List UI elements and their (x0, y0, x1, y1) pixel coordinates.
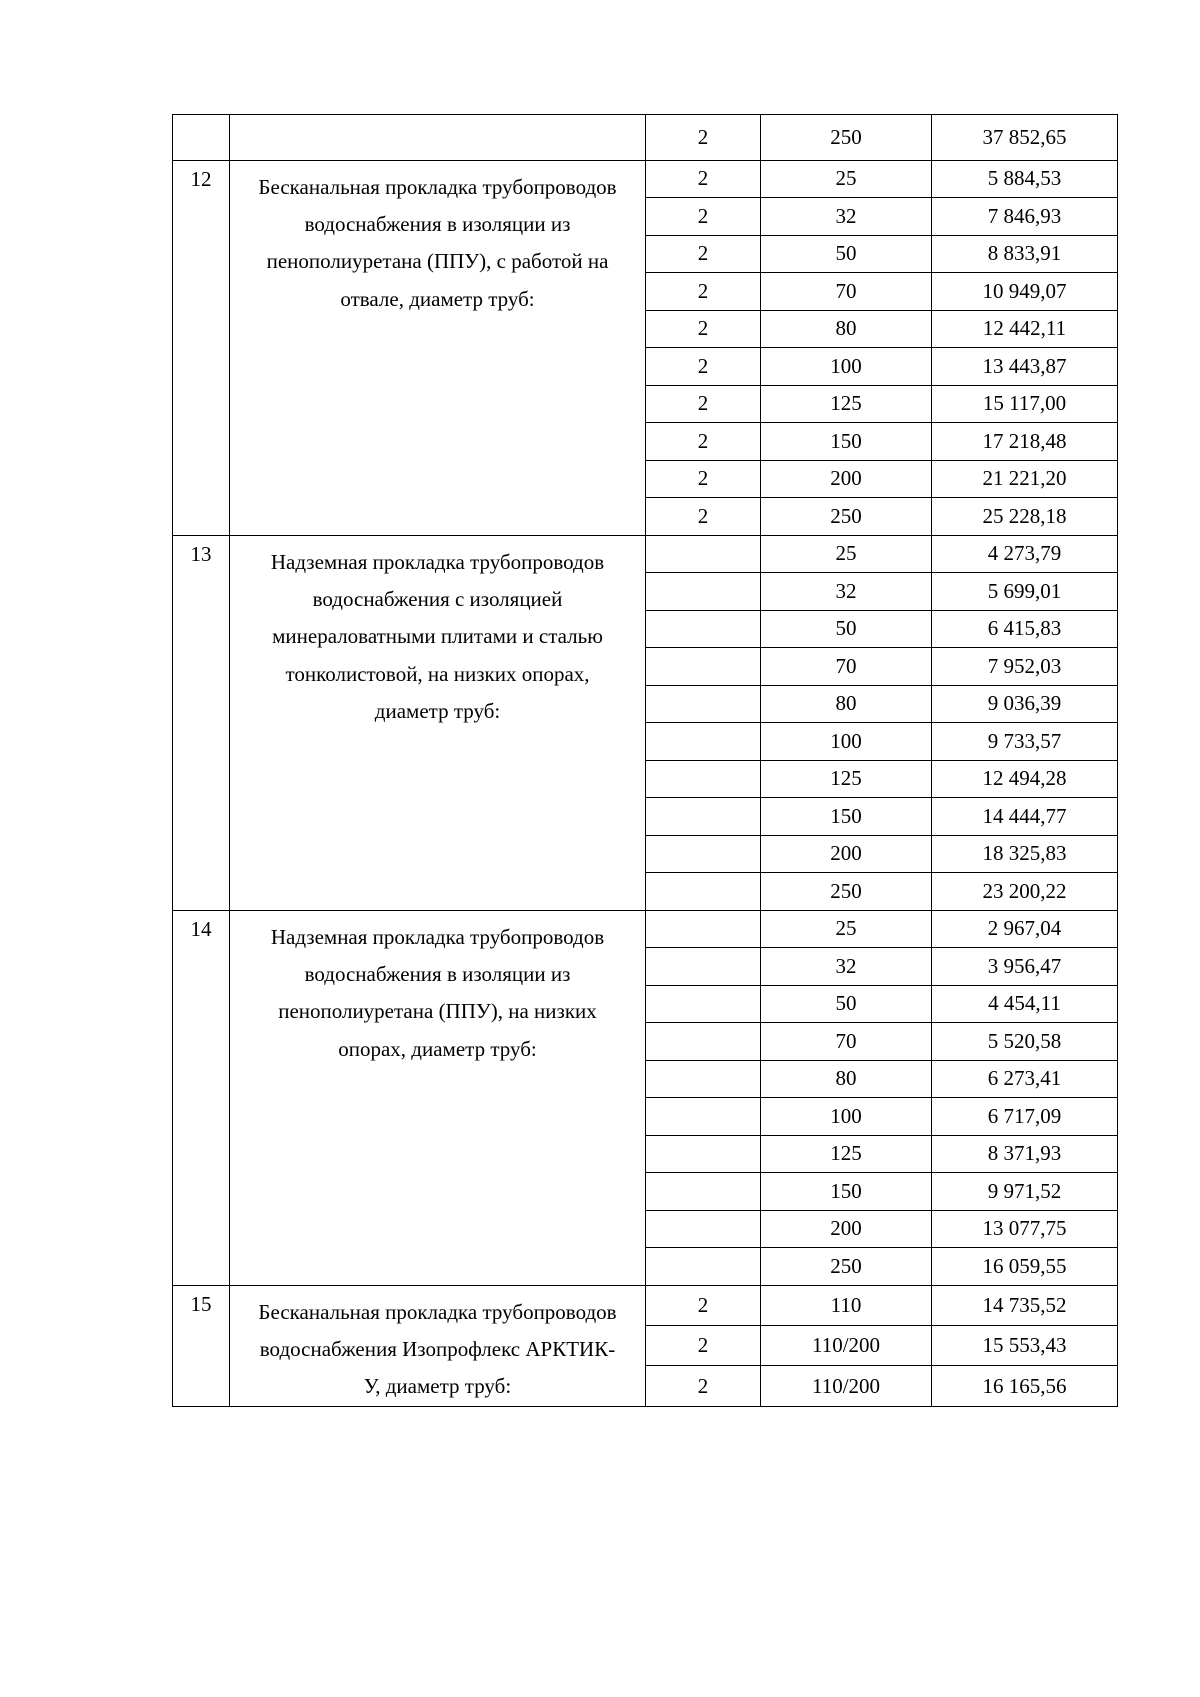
diameter-cell: 110/200 (761, 1325, 932, 1365)
diameter-cell: 80 (761, 1060, 932, 1098)
item-description-cell (230, 115, 646, 161)
diameter-cell: 50 (761, 985, 932, 1023)
diameter-cell: 25 (761, 160, 932, 198)
diameter-cell: 32 (761, 198, 932, 236)
diameter-cell: 250 (761, 498, 932, 536)
diameter-cell: 100 (761, 1098, 932, 1136)
diameter-cell: 32 (761, 948, 932, 986)
diameter-cell: 80 (761, 685, 932, 723)
price-cell: 16 059,55 (932, 1248, 1118, 1286)
count-cell (646, 535, 761, 573)
price-table (172, 114, 1118, 1407)
price-cell: 9 971,52 (932, 1173, 1118, 1211)
diameter-cell: 100 (761, 348, 932, 386)
price-cell: 14 444,77 (932, 798, 1118, 836)
price-cell: 5 699,01 (932, 573, 1118, 611)
count-cell (646, 685, 761, 723)
item-description-line: водоснабжения в изоляции из (304, 211, 571, 236)
count-cell (646, 648, 761, 686)
count-cell: 2 (646, 423, 761, 461)
count-cell (646, 1173, 761, 1211)
count-cell: 2 (646, 310, 761, 348)
item-number-cell: 14 (173, 910, 230, 1285)
count-cell (646, 835, 761, 873)
price-cell: 6 415,83 (932, 610, 1118, 648)
price-cell: 7 952,03 (932, 648, 1118, 686)
price-cell: 16 165,56 (932, 1366, 1118, 1406)
price-cell: 6 273,41 (932, 1060, 1118, 1098)
count-cell: 2 (646, 385, 761, 423)
price-cell: 18 325,83 (932, 835, 1118, 873)
count-cell (646, 1210, 761, 1248)
price-cell: 3 956,47 (932, 948, 1118, 986)
diameter-cell: 150 (761, 423, 932, 461)
item-description-cell (230, 910, 646, 1285)
item-number-cell (173, 115, 230, 161)
count-cell: 2 (646, 273, 761, 311)
diameter-cell: 150 (761, 1173, 932, 1211)
item-description-line: водоснабжения в изоляции из (304, 961, 571, 986)
table-row (173, 910, 1118, 948)
count-cell (646, 985, 761, 1023)
diameter-cell: 125 (761, 1135, 932, 1173)
diameter-cell: 70 (761, 1023, 932, 1061)
price-cell: 13 077,75 (932, 1210, 1118, 1248)
price-cell: 23 200,22 (932, 873, 1118, 911)
price-cell: 10 949,07 (932, 273, 1118, 311)
price-table-body (173, 115, 1118, 1407)
diameter-cell: 110 (761, 1285, 932, 1325)
price-cell: 5 520,58 (932, 1023, 1118, 1061)
diameter-cell: 25 (761, 535, 932, 573)
diameter-cell: 100 (761, 723, 932, 761)
price-cell: 2 967,04 (932, 910, 1118, 948)
count-cell: 2 (646, 115, 761, 161)
table-row (173, 115, 1118, 161)
diameter-cell: 110/200 (761, 1366, 932, 1406)
diameter-cell: 200 (761, 835, 932, 873)
count-cell: 2 (646, 1366, 761, 1406)
count-cell: 2 (646, 1325, 761, 1365)
count-cell: 2 (646, 460, 761, 498)
count-cell (646, 760, 761, 798)
count-cell (646, 798, 761, 836)
item-description-line: Надземная прокладка трубопроводов (270, 924, 605, 949)
count-cell (646, 1023, 761, 1061)
count-cell (646, 873, 761, 911)
item-description-line: пенополиуретана (ППУ), на низких (278, 999, 597, 1024)
item-number-cell: 12 (173, 160, 230, 535)
count-cell (646, 948, 761, 986)
price-cell: 5 884,53 (932, 160, 1118, 198)
count-cell: 2 (646, 235, 761, 273)
table-row (173, 535, 1118, 573)
item-description-line: тонколистовой, на низких опорах, (285, 661, 590, 686)
item-description-cell (230, 160, 646, 535)
diameter-cell: 25 (761, 910, 932, 948)
diameter-cell: 150 (761, 798, 932, 836)
count-cell (646, 723, 761, 761)
price-cell: 13 443,87 (932, 348, 1118, 386)
diameter-cell: 50 (761, 235, 932, 273)
item-description-line: отвале, диаметр труб: (340, 286, 535, 311)
diameter-cell: 70 (761, 648, 932, 686)
item-description-line: диаметр труб: (374, 699, 501, 724)
item-description-cell (230, 1285, 646, 1406)
item-description-line: Бесканальная прокладка трубопроводов (258, 174, 617, 199)
price-cell: 4 273,79 (932, 535, 1118, 573)
diameter-cell: 70 (761, 273, 932, 311)
price-cell: 21 221,20 (932, 460, 1118, 498)
item-description-line: водоснабжения с изоляцией (312, 586, 563, 611)
price-cell: 12 442,11 (932, 310, 1118, 348)
price-cell: 17 218,48 (932, 423, 1118, 461)
diameter-cell: 32 (761, 573, 932, 611)
price-cell: 37 852,65 (932, 115, 1118, 161)
price-cell: 4 454,11 (932, 985, 1118, 1023)
price-cell: 9 733,57 (932, 723, 1118, 761)
diameter-cell: 250 (761, 1248, 932, 1286)
price-cell: 9 036,39 (932, 685, 1118, 723)
table-row (173, 160, 1118, 198)
price-cell: 7 846,93 (932, 198, 1118, 236)
count-cell (646, 1098, 761, 1136)
item-description-line: У, диаметр труб: (363, 1374, 512, 1399)
count-cell (646, 610, 761, 648)
price-cell: 15 553,43 (932, 1325, 1118, 1365)
item-description-line: минераловатными плитами и сталью (272, 624, 603, 649)
price-cell: 6 717,09 (932, 1098, 1118, 1136)
price-cell: 12 494,28 (932, 760, 1118, 798)
price-cell: 14 735,52 (932, 1285, 1118, 1325)
price-cell: 25 228,18 (932, 498, 1118, 536)
table-row (173, 1285, 1118, 1325)
diameter-cell: 200 (761, 460, 932, 498)
diameter-cell: 125 (761, 760, 932, 798)
price-cell: 8 833,91 (932, 235, 1118, 273)
diameter-cell: 125 (761, 385, 932, 423)
price-cell: 15 117,00 (932, 385, 1118, 423)
count-cell (646, 1060, 761, 1098)
count-cell: 2 (646, 160, 761, 198)
count-cell: 2 (646, 1285, 761, 1325)
item-description-line: опорах, диаметр труб: (338, 1036, 537, 1061)
count-cell (646, 1248, 761, 1286)
item-description-line: Надземная прокладка трубопроводов (270, 549, 605, 574)
price-cell: 8 371,93 (932, 1135, 1118, 1173)
item-description-cell (230, 535, 646, 910)
item-description-line: водоснабжения Изопрофлекс АРКТИК- (259, 1336, 616, 1361)
count-cell (646, 910, 761, 948)
item-number-cell: 13 (173, 535, 230, 910)
diameter-cell: 200 (761, 1210, 932, 1248)
count-cell (646, 573, 761, 611)
diameter-cell: 250 (761, 115, 932, 161)
diameter-cell: 250 (761, 873, 932, 911)
count-cell: 2 (646, 348, 761, 386)
item-description-line: пенополиуретана (ППУ), с работой на (266, 249, 609, 274)
diameter-cell: 80 (761, 310, 932, 348)
count-cell: 2 (646, 198, 761, 236)
count-cell (646, 1135, 761, 1173)
item-description-line: Бесканальная прокладка трубопроводов (258, 1299, 617, 1324)
item-number-cell: 15 (173, 1285, 230, 1406)
diameter-cell: 50 (761, 610, 932, 648)
count-cell: 2 (646, 498, 761, 536)
